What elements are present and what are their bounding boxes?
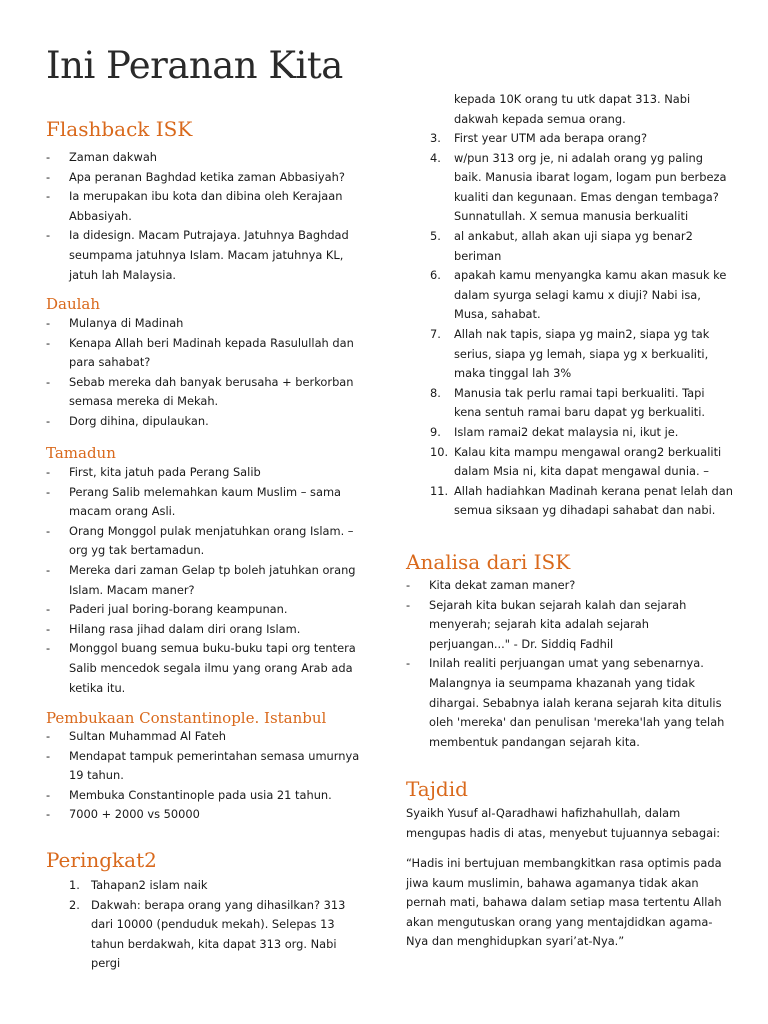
section-heading-daulah: Daulah	[46, 295, 101, 313]
section-heading-flashback: Flashback ISK	[46, 117, 193, 141]
list-number: 3.	[430, 131, 441, 145]
list-number: 11.	[430, 483, 449, 498]
list-item: - Apa peranan Baghdad ketika zaman Abbasiyah?	[46, 168, 356, 188]
list-item: - First, kita jatuh pada Perang Salib	[46, 463, 358, 483]
constantinople-list	[46, 727, 360, 825]
list-item	[406, 325, 734, 384]
list-item: - 7000 + 2000 vs 50000	[46, 805, 360, 825]
section-heading-tajdid: Tajdid	[406, 777, 468, 801]
list-item	[406, 423, 734, 443]
list-item: - Kita dekat zaman maner?	[406, 576, 728, 596]
list-number: 6.	[430, 268, 441, 283]
list-text: Allah hadiahkan Madinah kerana penat lelah dan semua siksaan yg dihadapi sahabat dan nabi.	[454, 483, 733, 518]
list-item	[406, 266, 734, 325]
list-text: Manusia tak perlu ramai tapi berkualiti. Tapi kena sentuh ramai baru dapat yg berkualiti.	[454, 385, 706, 420]
list-item	[406, 482, 734, 521]
tajdid-quote: “Hadis ini bertujuan membangkitkan rasa optimis pada jiwa kaum muslimin, bahawa agamanya tidak akan pernah mati, bahawa dalam setiap masa tertentu Allah akan mengutuskan orang yang mentajdidkan agama-Nya dan menghidupkan syari’at-Nya.”	[406, 856, 722, 949]
list-item: - Dorg dihina, dipulaukan.	[46, 412, 356, 432]
tamadun-list	[46, 463, 358, 698]
list-text: Dakwah: berapa orang yang dihasilkan? 313 dari 10000 (penduduk mekah). Selepas 13 tahun berdakwah, kita dapat 313 org. Nabi pergi	[91, 897, 346, 971]
list-item	[46, 876, 364, 896]
list-number: 5.	[430, 228, 441, 243]
list-item: - Zaman dakwah	[46, 148, 356, 168]
list-text: Islam ramai2 dekat malaysia ni, ikut je.	[454, 424, 679, 439]
section-heading-constantinople: Pembukaan Constantinople. Istanbul	[46, 709, 327, 727]
list-item: - Inilah realiti perjuangan umat yang sebenarnya. Malangnya ia seumpama khazanah yang tidak dihargai. Sebabnya ialah kerana sejarah kita ditulis oleh 'mereka' dan penulisan 'mereka'lah yang telah membentuk pandangan sejarah kita.	[406, 654, 728, 752]
list-item	[406, 129, 734, 149]
list-item: - Sejarah kita bukan sejarah kalah dan sejarah menyerah; sejarah kita adalah sejarah perjuangan..." - Dr. Siddiq Fadhil	[406, 596, 728, 655]
list-item: - Ia merupakan ibu kota dan dibina oleh Kerajaan Abbasiyah.	[46, 187, 356, 226]
list-text: Allah nak tapis, siapa yg main2, siapa yg tak serius, siapa yg lemah, siapa yg x berkualiti, maka tinggal lah 3%	[454, 326, 710, 381]
list-item: - Mendapat tampuk pemerintahan semasa umurnya 19 tahun.	[46, 747, 360, 786]
continued-numbered-list	[406, 129, 734, 521]
list-item: - Paderi jual boring-borang keampunan.	[46, 600, 358, 620]
list-text: apakah kamu menyangka kamu akan masuk ke dalam syurga selagi kamu x diuji? Nabi isa, Musa, sahabat.	[454, 268, 727, 322]
list-item	[406, 149, 734, 227]
list-item: - Perang Salib melemahkan kaum Muslim – sama macam orang Asli.	[46, 483, 358, 522]
list-number: 8.	[430, 385, 441, 400]
list-item	[406, 384, 734, 423]
section-heading-tamadun: Tamadun	[46, 444, 116, 462]
list-number: 7.	[430, 326, 441, 341]
list-item: - Sebab mereka dah banyak berusaha + berkorban semasa mereka di Mekah.	[46, 373, 356, 412]
section-heading-peringkat: Peringkat2	[46, 848, 157, 872]
list-number: 9.	[430, 424, 441, 439]
list-number: 2.	[69, 897, 80, 912]
section-heading-analisa: Analisa dari ISK	[406, 550, 571, 574]
list-text: w/pun 313 org je, ni adalah orang yg paling baik. Manusia ibarat logam, logam pun berbeza kualiti dan kegunaan. Emas dengan tembaga? Sunnatullah. X semua manusia berkualiti	[454, 150, 727, 224]
peringkat-list	[46, 876, 364, 974]
list-text: Kalau kita mampu mengawal orang2 berkualiti dalam Msia ni, kita dapat mengawal dunia. –	[454, 444, 722, 479]
list-item	[46, 896, 364, 974]
list-item: - Ia didesign. Macam Putrajaya. Jatuhnya Baghdad seumpama jatuhnya Islam. Macam jatuhnya KL, jatuh lah Malaysia.	[46, 226, 356, 285]
tajdid-intro: Syaikh Yusuf al-Qaradhawi hafizhahullah, dalam mengupas hadis di atas, menyebut tujuannya sebagai:	[406, 806, 721, 840]
page-title: Ini Peranan Kita	[46, 44, 343, 87]
daulah-list	[46, 314, 356, 432]
list-item: - Mulanya di Madinah	[46, 314, 356, 334]
list-item	[406, 227, 734, 266]
list-number: 1.	[69, 878, 80, 892]
flashback-list	[46, 148, 356, 285]
list-text: First year UTM ada berapa orang?	[454, 131, 648, 145]
list-number: 10.	[430, 444, 449, 459]
list-item	[406, 443, 734, 482]
list-text: al ankabut, allah akan uji siapa yg benar2 beriman	[454, 228, 693, 263]
list-text: Tahapan2 islam naik	[91, 878, 208, 892]
list-item: - Monggol buang semua buku-buku tapi org tentera Salib mencedok segala ilmu yang orang Arab ada ketika itu.	[46, 639, 358, 698]
continued-text: kepada 10K orang tu utk dapat 313. Nabi dakwah kepada semua orang.	[454, 92, 691, 126]
analisa-list	[406, 576, 728, 752]
list-item: - Hilang rasa jihad dalam diri orang Islam.	[46, 620, 358, 640]
list-number: 4.	[430, 150, 441, 165]
list-item: - Orang Monggol pulak menjatuhkan orang Islam. – org yg tak bertamadun.	[46, 522, 358, 561]
list-item: - Sultan Muhammad Al Fateh	[46, 727, 360, 747]
list-item: - Membuka Constantinople pada usia 21 tahun.	[46, 786, 360, 806]
list-item: - Mereka dari zaman Gelap tp boleh jatuhkan orang Islam. Macam maner?	[46, 561, 358, 600]
list-item: - Kenapa Allah beri Madinah kepada Rasulullah dan para sahabat?	[46, 334, 356, 373]
